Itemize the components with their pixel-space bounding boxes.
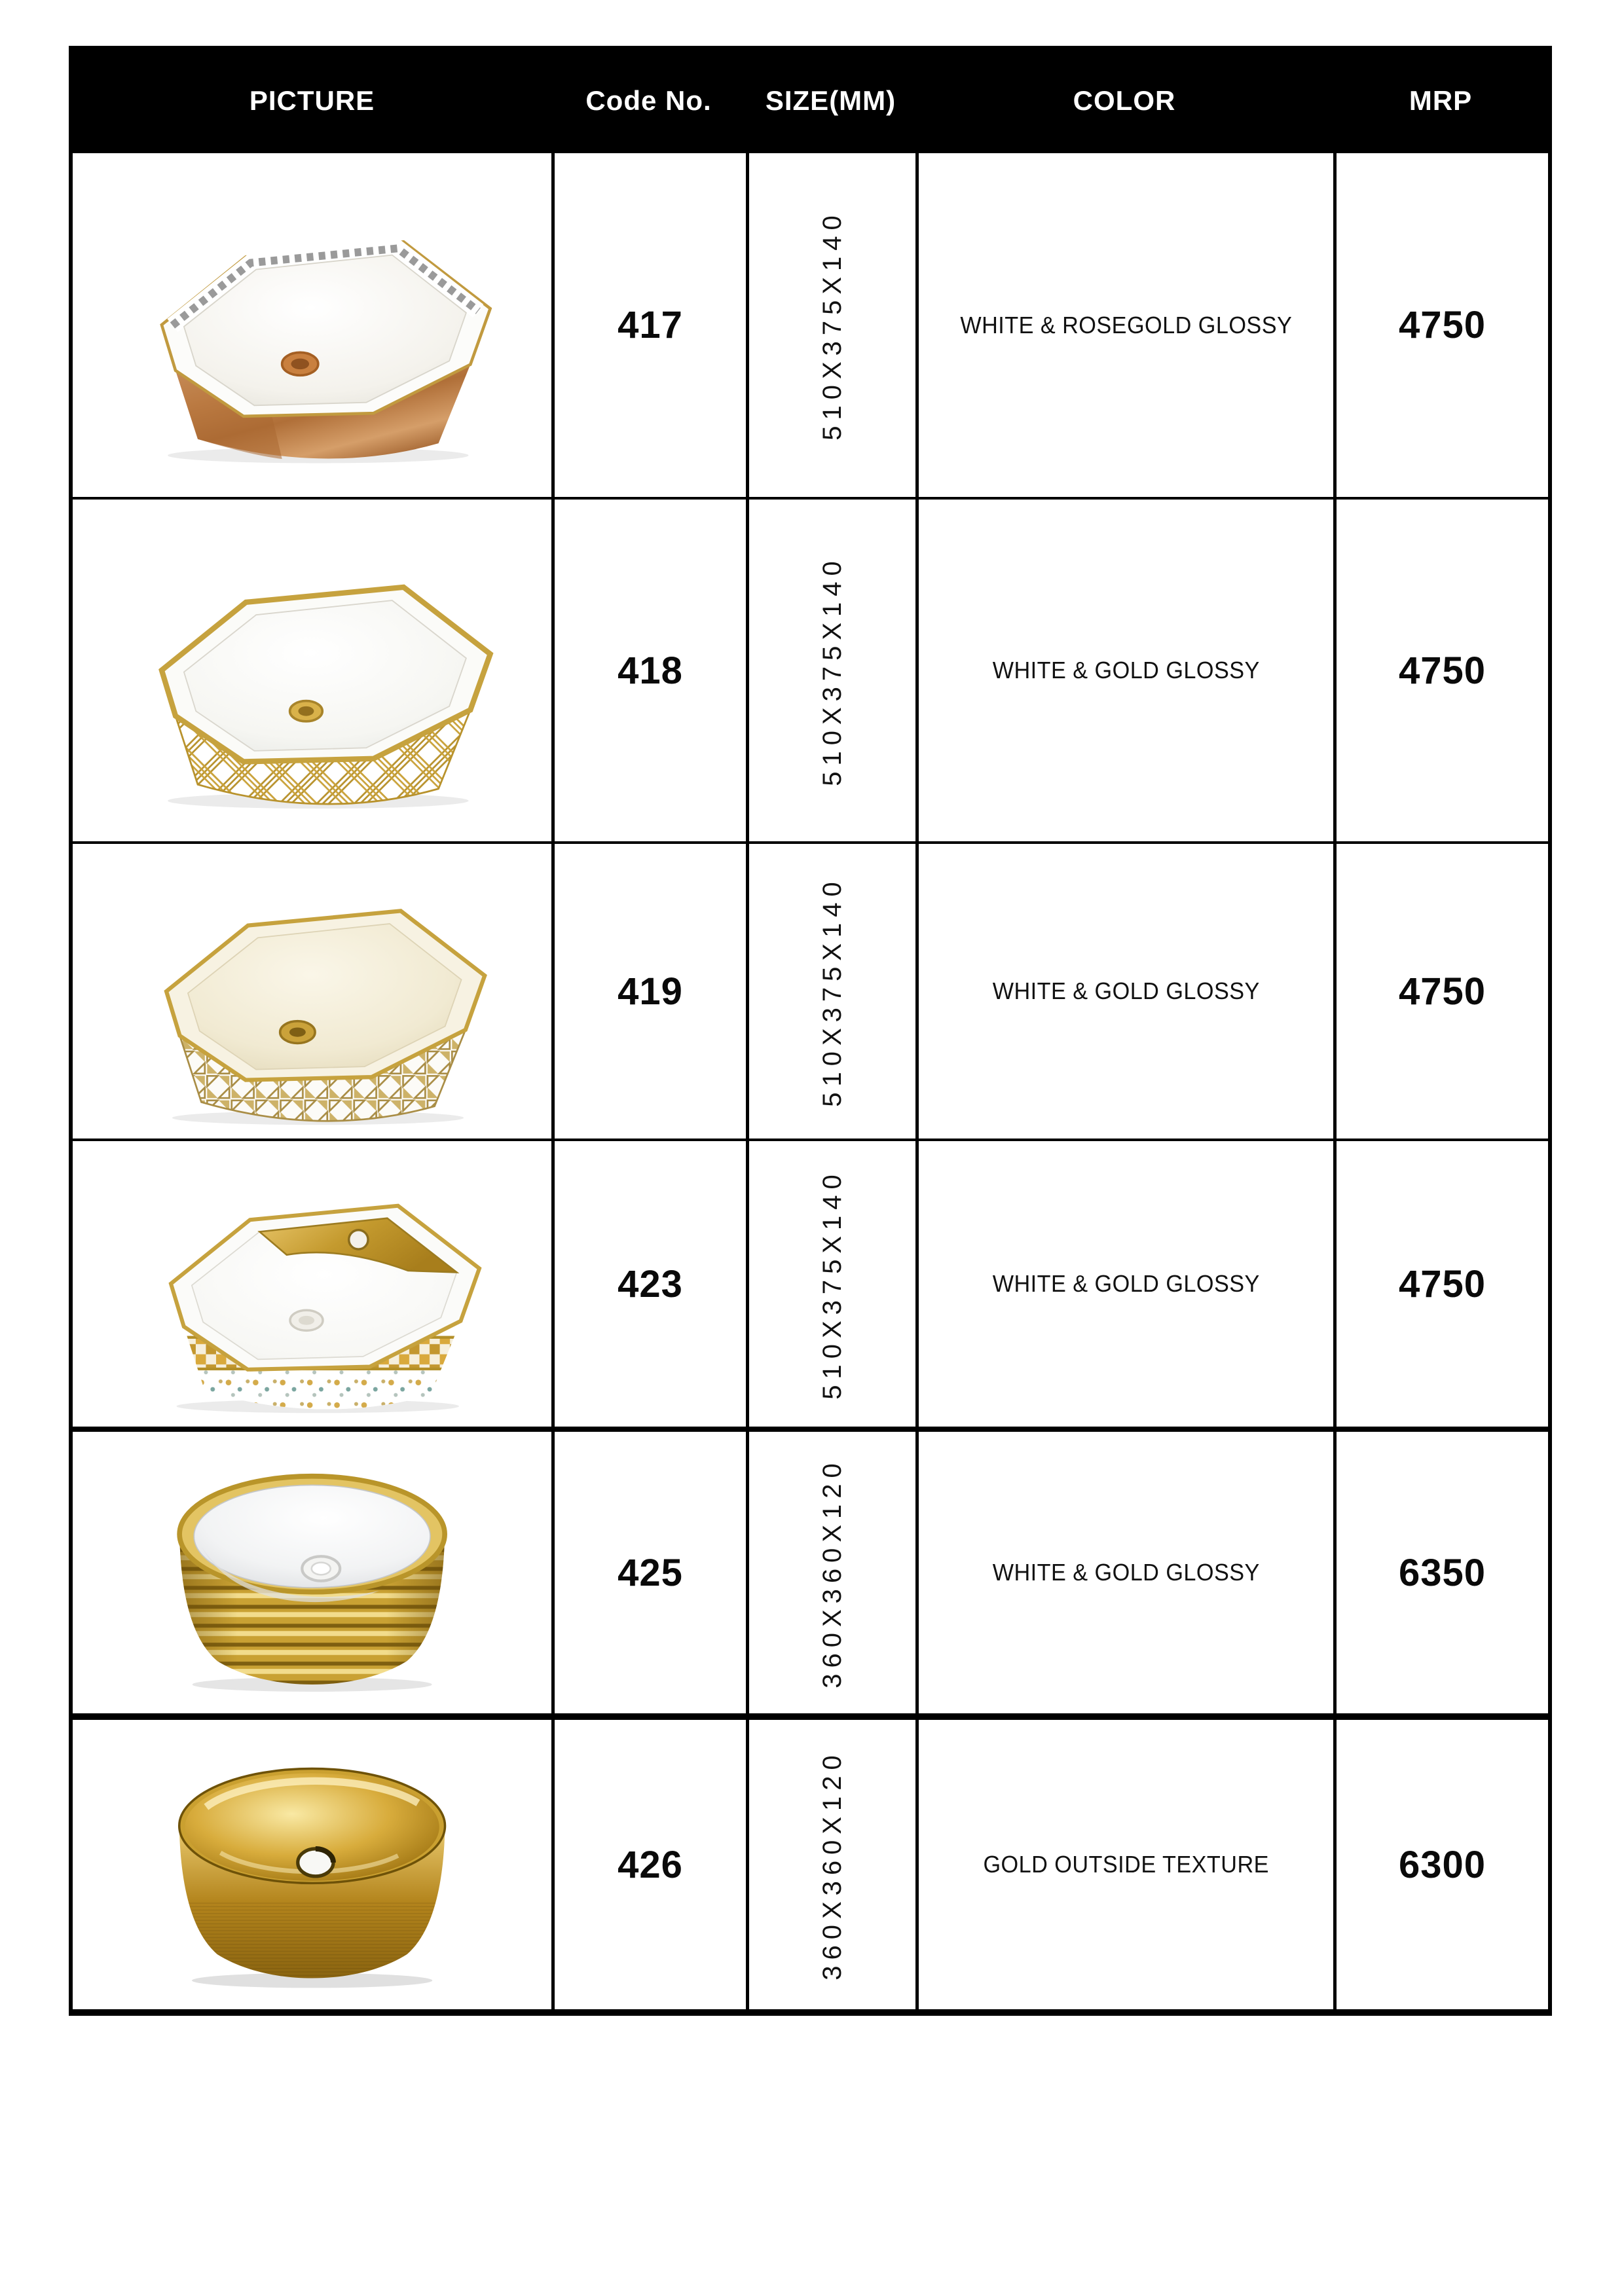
color-description: WHITE & GOLD GLOSSY — [992, 657, 1260, 683]
color-description: WHITE & GOLD GLOSSY — [992, 1270, 1260, 1297]
header-color: COLOR — [1073, 85, 1176, 116]
basin-photo-423 — [101, 1151, 523, 1416]
mrp-price: 4750 — [1398, 970, 1486, 1013]
basin-photo-419 — [101, 854, 523, 1129]
header-picture: PICTURE — [249, 85, 375, 116]
basin-photo-417 — [101, 165, 523, 484]
product-image-419 — [73, 844, 551, 1139]
product-table — [69, 46, 1552, 2016]
basin-photo-418 — [101, 511, 523, 829]
color-description: GOLD OUTSIDE TEXTURE — [983, 1851, 1269, 1878]
table-row — [73, 1139, 1548, 1427]
header-mrp: MRP — [1409, 85, 1473, 116]
mrp-price: 6350 — [1398, 1551, 1486, 1594]
code-number: 419 — [618, 970, 683, 1013]
size-value: 360X360X120 — [817, 1457, 847, 1688]
table-row — [73, 841, 1548, 1139]
code-number: 418 — [618, 649, 683, 692]
product-image-426 — [73, 1720, 551, 2009]
table-row — [73, 497, 1548, 841]
basin-photo-425 — [101, 1442, 523, 1704]
size-value: 360X360X120 — [817, 1749, 847, 1980]
header-code-no: Code No. — [585, 85, 712, 116]
product-image-417 — [73, 153, 551, 497]
table-row — [73, 1427, 1548, 1713]
size-value: 510X375X140 — [817, 555, 847, 786]
mrp-price: 4750 — [1398, 649, 1486, 692]
code-number: 417 — [618, 304, 683, 346]
product-image-423 — [73, 1141, 551, 1427]
mrp-price: 4750 — [1398, 1262, 1486, 1305]
header-size-mm: SIZE(MM) — [765, 85, 896, 116]
color-description: WHITE & ROSEGOLD GLOSSY — [960, 311, 1292, 338]
table-header — [73, 51, 1548, 151]
code-number: 425 — [618, 1551, 683, 1594]
size-value: 510X375X140 — [817, 1168, 847, 1400]
color-description: WHITE & GOLD GLOSSY — [992, 1559, 1260, 1586]
mrp-price: 6300 — [1398, 1843, 1486, 1886]
code-number: 423 — [618, 1262, 683, 1305]
table-row — [73, 1713, 1548, 2009]
code-number: 426 — [618, 1843, 683, 1886]
product-image-418 — [73, 500, 551, 841]
size-value: 510X375X140 — [817, 875, 847, 1107]
product-image-425 — [73, 1432, 551, 1713]
table-row — [73, 151, 1548, 497]
basin-photo-426 — [101, 1730, 523, 1999]
mrp-price: 4750 — [1398, 304, 1486, 346]
size-value: 510X375X140 — [817, 210, 847, 441]
color-description: WHITE & GOLD GLOSSY — [992, 977, 1260, 1004]
